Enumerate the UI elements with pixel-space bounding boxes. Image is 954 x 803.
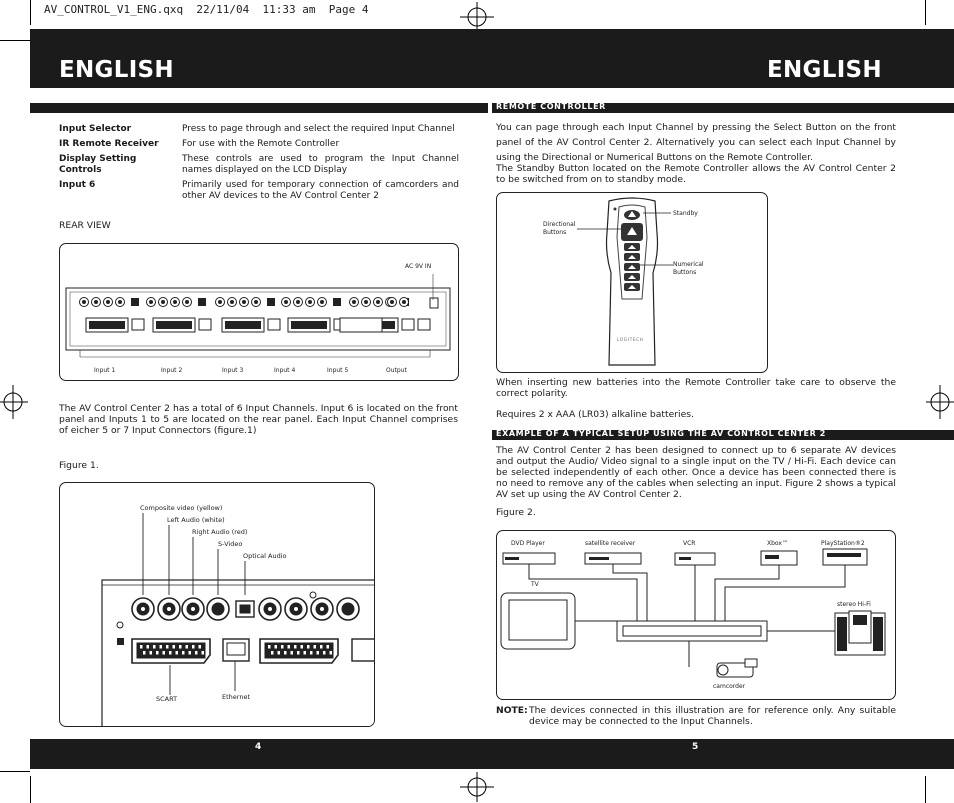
rear-input-label: Input 5: [327, 367, 349, 374]
scart-pin: [156, 651, 159, 655]
directional-buttons-label: Directional Buttons: [543, 221, 576, 236]
ethernet-port-icon: [199, 319, 211, 330]
optical-port-icon: [131, 298, 139, 306]
rear-panel-figure: [59, 243, 459, 381]
playstation-label: PlayStation®2: [821, 540, 865, 547]
page-number-left: 4: [255, 742, 262, 752]
note-block: [496, 705, 896, 727]
scart-pin: [297, 651, 300, 655]
scart-pin: [150, 651, 153, 655]
scart-pin: [314, 645, 317, 649]
scart-pin: [169, 651, 172, 655]
optical-port-icon: [198, 298, 206, 306]
ethernet-port-icon: [268, 319, 280, 330]
svideo-label: S-Video: [218, 540, 243, 548]
remote-controller-figure: [496, 192, 768, 373]
ethernet-port-icon: [418, 319, 430, 330]
rear-view-label: REAR VIEW: [59, 220, 111, 231]
scart-pin: [153, 645, 156, 649]
page-title-right: ENGLISH: [767, 57, 882, 83]
crop-mark-top-left-h: [0, 40, 30, 41]
footer-bar: [30, 739, 954, 769]
scart-pin: [284, 651, 287, 655]
definition-term: IR Remote Receiver: [59, 139, 159, 149]
registration-mark-top: [460, 2, 494, 32]
rear-input-label: Input 4: [274, 367, 296, 374]
page-title-left: ENGLISH: [59, 57, 174, 83]
standby-label: Standby: [673, 210, 698, 217]
definition-row: [59, 139, 459, 150]
scart-connector-icon: [340, 318, 382, 332]
page-number-right: 5: [692, 742, 699, 752]
definition-desc: Primarily used for temporary connection of camcorders and other AV devices to the AV Control Center 2: [182, 180, 459, 201]
scart-pin: [189, 651, 192, 655]
scart-pin: [291, 651, 294, 655]
optical-port-icon: [333, 298, 341, 306]
ethernet-port-icon: [402, 319, 414, 330]
definition-term: Display Setting Controls: [59, 154, 137, 175]
scart-pin: [163, 651, 166, 655]
scart-pin: [176, 651, 179, 655]
definition-row: [59, 124, 459, 135]
registration-mark-bottom: [460, 772, 494, 802]
definition-row: [59, 180, 459, 202]
crop-mark-bottom-left-v: [30, 776, 31, 803]
scart-pin: [140, 645, 143, 649]
crop-mark-top-right-v: [925, 0, 926, 25]
scart-pin: [182, 651, 185, 655]
scart-pin: [268, 645, 271, 649]
registration-mark-right: [926, 385, 954, 419]
power-jack-icon: [430, 298, 438, 308]
scart-pin: [147, 645, 150, 649]
note-label: NOTE:: [496, 705, 528, 716]
remote-paragraph-1: You can page through each Input Channel by pressing the Select Button on the front panel of the AV Control Center 2. Alternatively you can select each Input Channel by using the Directional or Numerical Buttons on the Remote Controller.: [496, 122, 896, 163]
scart-pin: [310, 651, 313, 655]
scart-pin: [186, 645, 189, 649]
scart-pin: [323, 651, 326, 655]
scart-pin: [317, 651, 320, 655]
scart-pin: [160, 645, 163, 649]
file-slug: AV_CONTROL_V1_ENG.qxq 22/11/04 11:33 am Page 4: [44, 3, 369, 16]
ethernet-label: Ethernet: [222, 693, 250, 701]
scart-pin: [288, 645, 291, 649]
xbox-label: Xbox™: [767, 540, 788, 547]
composite-video-label: Composite video (yellow): [140, 504, 223, 512]
note-text: The devices connected in this illustration are for reference only. Any suitable device may be connected to the Input Channels.: [529, 705, 896, 727]
crop-mark-bottom-left-h: [0, 771, 30, 772]
definition-desc: Press to page through and select the required Input Channel: [182, 124, 455, 134]
remote-controller-heading: REMOTE CONTROLLER: [496, 102, 606, 111]
scart-pin: [179, 645, 182, 649]
scart-pin: [320, 645, 323, 649]
scart-pin: [327, 645, 330, 649]
registration-mark-left: [0, 385, 28, 419]
crop-mark-top-left-v: [30, 0, 31, 25]
scart-pin: [294, 645, 297, 649]
scart-pin: [278, 651, 281, 655]
figure1-label: Figure 1.: [59, 460, 99, 471]
rear-input-label: Input 3: [222, 367, 244, 374]
rear-output-label: Output: [386, 367, 407, 374]
rear-input-label: Input 2: [161, 367, 183, 374]
setup-paragraph: The AV Control Center 2 has been designed to connect up to 6 separate AV devices and output the Audio/ Video signal to a single input on the TV / Hi-Fi. Each device can be selected independently of each other. Once a device has been connected there is no need to remove any of the cables when selecting an input. Figure 2 shows a typical AV set up using the AV Control Center 2.: [496, 445, 896, 500]
satellite-receiver-label: satellite receiver: [585, 540, 636, 547]
scart-pin: [166, 645, 169, 649]
right-audio-label: Right Audio (red): [192, 528, 248, 536]
scart-pin: [304, 651, 307, 655]
optical-port-icon: [267, 298, 275, 306]
definition-row: [59, 154, 459, 176]
camcorder-label: camcorder: [713, 683, 746, 690]
tv-label: TV: [531, 581, 539, 588]
ac-power-label: AC 9V IN: [405, 263, 432, 270]
scart-pin: [307, 645, 310, 649]
optical-audio-label: Optical Audio: [243, 552, 287, 560]
figure2-label: Figure 2.: [496, 507, 536, 518]
stereo-hifi-label: stereo Hi-Fi: [837, 601, 871, 608]
rear-input-label: Input 1: [94, 367, 116, 374]
scart-pin: [271, 651, 274, 655]
definition-desc: These controls are used to program the Input Channel names displayed on the LCD Display: [182, 154, 459, 175]
definition-term: Input Selector: [59, 124, 132, 134]
dvd-player-label: DVD Player: [511, 540, 545, 547]
vcr-label: VCR: [683, 540, 696, 547]
scart-label: SCART: [156, 695, 178, 703]
remote-brand-logo: LOGITECH: [617, 337, 644, 342]
scart-pin: [301, 645, 304, 649]
scart-pin: [143, 651, 146, 655]
rear-panel-illustration: [60, 244, 458, 380]
crop-mark-bottom-right-v: [925, 776, 926, 803]
battery-paragraph: When inserting new batteries into the Remote Controller take care to observe the correct polarity.: [496, 377, 896, 399]
definition-list: [59, 124, 459, 206]
scart-pin: [173, 645, 176, 649]
figure1-connector-detail: [59, 482, 375, 727]
scart-pin: [192, 645, 195, 649]
scart-pin: [281, 645, 284, 649]
typical-setup-heading: EXAMPLE OF A TYPICAL SETUP USING THE AV CONTROL CENTER 2: [496, 429, 826, 438]
scart-pin: [199, 645, 202, 649]
remote-controller-illustration: [497, 193, 767, 372]
definition-term: Input 6: [59, 180, 96, 190]
setup-illustration: [497, 531, 895, 699]
scart-pin: [195, 651, 198, 655]
remote-paragraph-2: The Standby Button located on the Remote Controller allows the AV Control Center 2 to be switched from on to standby mode.: [496, 163, 896, 185]
figure2-typical-setup: [496, 530, 896, 700]
scart-pin: [275, 645, 278, 649]
section-bar-left: [30, 103, 488, 113]
left-audio-label: Left Audio (white): [167, 516, 225, 524]
numerical-buttons-label: Numerical Buttons: [673, 261, 704, 276]
scart-pin: [202, 651, 205, 655]
battery-requirement: Requires 2 x AAA (LR03) alkaline batteries.: [496, 409, 694, 420]
rear-panel-paragraph: The AV Control Center 2 has a total of 6 Input Channels. Input 6 is located on the front panel and Inputs 1 to 5 are located on the rear panel. Each Input Channel comprises of eicher 5 or 7 Input Connectors (figure.1): [59, 403, 458, 436]
ethernet-port-icon: [132, 319, 144, 330]
scart-pin: [330, 651, 333, 655]
definition-desc: For use with the Remote Controller: [182, 139, 340, 149]
